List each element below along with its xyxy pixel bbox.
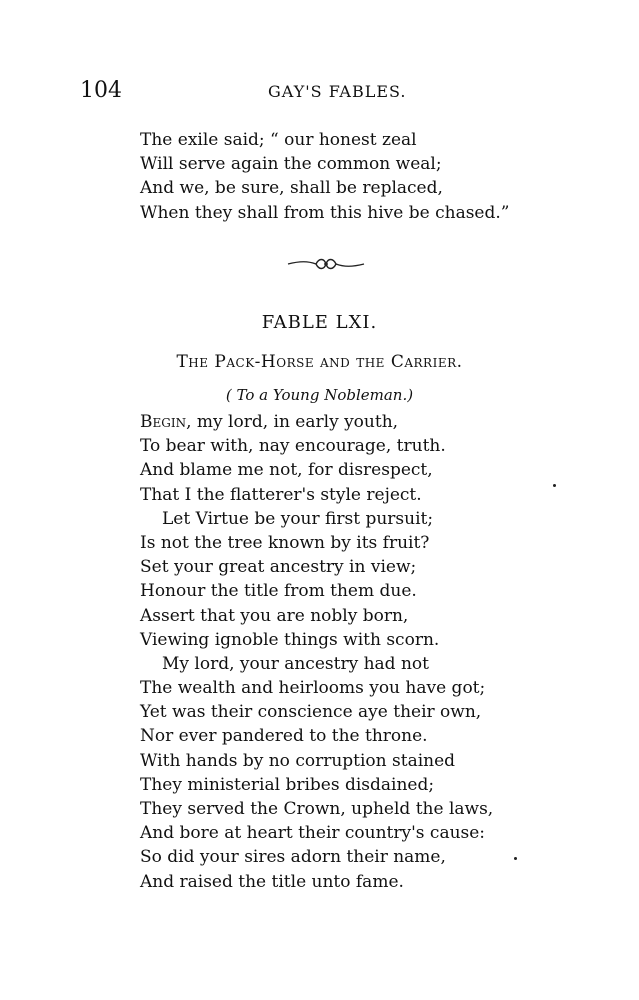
verse-line: And we, be sure, shall be replaced,: [140, 178, 443, 199]
opening-word: Begin: [140, 412, 187, 432]
verse-line: Will serve again the common weal;: [140, 154, 442, 175]
ink-speck: [553, 484, 556, 487]
page-header: [0, 78, 639, 112]
verse-line: Nor ever pandered to the throne.: [140, 726, 428, 747]
verse-line: Assert that you are nobly born,: [140, 605, 409, 626]
verse-line: The wealth and heirlooms you have got;: [140, 678, 486, 699]
ink-speck: [514, 857, 517, 860]
verse-line: [140, 410, 493, 434]
verse-line: And bore at heart their country's cause:: [140, 823, 486, 844]
verse-line: Viewing ignoble things with scorn.: [140, 629, 440, 650]
verse-line: Honour the title from them due.: [140, 581, 417, 602]
verse-line: To bear with, nay encourage, truth.: [140, 436, 446, 457]
verse-line: They ministerial bribes disdained;: [140, 774, 435, 795]
running-title: GAY'S FABLES.: [268, 82, 407, 101]
verse-line: When they shall from this hive be chased.”: [140, 202, 510, 223]
verse-line: Yet was their conscience aye their own,: [140, 702, 482, 723]
opening-line-rest: , my lord, in early youth,: [186, 412, 399, 432]
verse-line: My lord, your ancestry had not: [162, 653, 429, 674]
fable-verse: [140, 410, 493, 894]
verse-line: The exile said; “ our honest zeal: [140, 130, 417, 150]
verse-line: So did your sires adorn their name,: [140, 847, 446, 868]
fable-title: FABLE LXI.: [261, 312, 378, 333]
verse-line: Set your great ancestry in view;: [140, 557, 417, 578]
page-number: 104: [80, 78, 122, 103]
verse-line: With hands by no corruption stained: [140, 750, 456, 771]
fable-subtitle: The Pack-Horse and the Carrier.: [176, 352, 463, 372]
verse-line: And raised the title unto fame.: [140, 871, 404, 892]
ornament-divider-icon: [286, 255, 366, 273]
verse-line: Let Virtue be your first pursuit;: [162, 508, 434, 529]
previous-fable-ending: [140, 128, 509, 225]
fable-dedication: ( To a Young Nobleman.): [225, 386, 414, 404]
verse-line: And blame me not, for disrespect,: [140, 460, 433, 481]
verse-line: They served the Crown, upheld the laws,: [140, 799, 494, 819]
verse-line: Is not the tree known by its fruit?: [140, 532, 430, 553]
verse-line: That I the flatterer's style reject.: [140, 484, 422, 505]
